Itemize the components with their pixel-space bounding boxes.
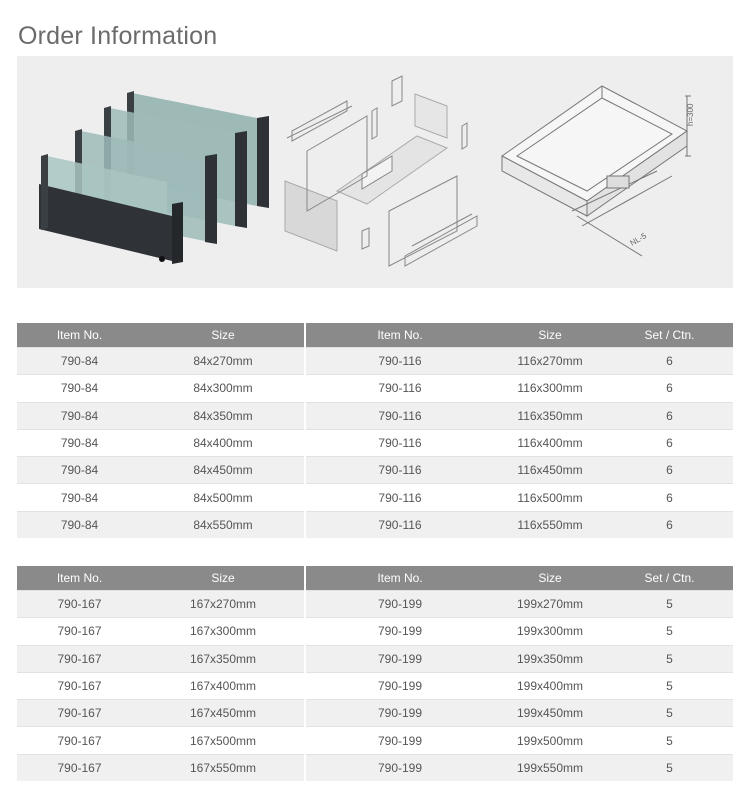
item-no-cell: 790-167 — [17, 645, 142, 672]
table-row — [17, 429, 733, 456]
item-no-cell: 790-199 — [305, 700, 494, 727]
table-row — [17, 348, 733, 375]
table-row — [17, 591, 733, 618]
size-cell: 199x550mm — [494, 754, 606, 781]
size-cell: 199x450mm — [494, 700, 606, 727]
item-no-cell: 790-199 — [305, 591, 494, 618]
size-cell: 84x500mm — [142, 484, 305, 511]
item-no-cell: 790-167 — [17, 591, 142, 618]
item-no-cell: 790-84 — [17, 511, 142, 538]
item-no-cell: 790-199 — [305, 727, 494, 754]
col-header-size: Size — [142, 566, 305, 591]
size-cell: 116x270mm — [494, 348, 606, 375]
item-no-cell: 790-116 — [305, 402, 494, 429]
size-cell: 84x450mm — [142, 457, 305, 484]
set-ctn-cell: 6 — [606, 375, 733, 402]
item-no-cell: 790-116 — [305, 429, 494, 456]
item-no-cell: 790-199 — [305, 672, 494, 699]
set-ctn-cell: 5 — [606, 591, 733, 618]
col-header-size: Size — [494, 323, 606, 348]
size-cell: 84x300mm — [142, 375, 305, 402]
item-no-cell: 790-116 — [305, 484, 494, 511]
order-table-1 — [17, 323, 733, 538]
size-cell: 84x400mm — [142, 429, 305, 456]
table-row — [17, 672, 733, 699]
height-dimension-label: h=300 — [686, 103, 695, 126]
col-header-item-no: Item No. — [17, 323, 142, 348]
size-cell: 116x550mm — [494, 511, 606, 538]
item-no-cell: 790-84 — [17, 484, 142, 511]
set-ctn-cell: 6 — [606, 402, 733, 429]
size-cell: 199x400mm — [494, 672, 606, 699]
set-ctn-cell: 6 — [606, 484, 733, 511]
size-cell: 199x300mm — [494, 618, 606, 645]
col-header-item-no: Item No. — [305, 566, 494, 591]
size-cell: 167x300mm — [142, 618, 305, 645]
col-header-set-ctn: Set / Ctn. — [606, 566, 733, 591]
table-header-row — [17, 323, 733, 348]
item-no-cell: 790-116 — [305, 511, 494, 538]
size-cell: 84x550mm — [142, 511, 305, 538]
col-header-size: Size — [142, 323, 305, 348]
size-cell: 116x400mm — [494, 429, 606, 456]
set-ctn-cell: 5 — [606, 645, 733, 672]
page-title: Order Information — [18, 22, 218, 50]
item-no-cell: 790-84 — [17, 348, 142, 375]
set-ctn-cell: 5 — [606, 727, 733, 754]
table-row — [17, 754, 733, 781]
item-no-cell: 790-199 — [305, 618, 494, 645]
item-no-cell: 790-84 — [17, 429, 142, 456]
size-cell: 167x450mm — [142, 700, 305, 727]
table-row — [17, 402, 733, 429]
size-cell: 84x270mm — [142, 348, 305, 375]
item-no-cell: 790-167 — [17, 700, 142, 727]
set-ctn-cell: 6 — [606, 457, 733, 484]
set-ctn-cell: 5 — [606, 672, 733, 699]
item-no-cell: 790-167 — [17, 727, 142, 754]
table-row — [17, 484, 733, 511]
set-ctn-cell: 6 — [606, 511, 733, 538]
item-no-cell: 790-116 — [305, 457, 494, 484]
table-row — [17, 511, 733, 538]
table-row — [17, 700, 733, 727]
size-cell: 199x500mm — [494, 727, 606, 754]
table-row — [17, 457, 733, 484]
table-row — [17, 645, 733, 672]
exploded-view-drawing — [285, 76, 477, 266]
product-banner — [17, 56, 733, 288]
size-cell: 167x500mm — [142, 727, 305, 754]
item-no-cell: 790-167 — [17, 672, 142, 699]
col-header-item-no: Item No. — [305, 323, 494, 348]
item-no-cell: 790-84 — [17, 402, 142, 429]
size-cell: 167x550mm — [142, 754, 305, 781]
size-cell: 167x400mm — [142, 672, 305, 699]
item-no-cell: 790-84 — [17, 375, 142, 402]
set-ctn-cell: 5 — [606, 754, 733, 781]
col-header-item-no: Item No. — [17, 566, 142, 591]
size-cell: 167x270mm — [142, 591, 305, 618]
table-row — [17, 618, 733, 645]
drawer-product-photo — [39, 91, 269, 264]
set-ctn-cell: 5 — [606, 618, 733, 645]
item-no-cell: 790-199 — [305, 645, 494, 672]
table-header-row — [17, 566, 733, 591]
length-dimension-label: NL-5 — [628, 231, 649, 248]
size-cell: 167x350mm — [142, 645, 305, 672]
set-ctn-cell: 6 — [606, 348, 733, 375]
item-no-cell: 790-167 — [17, 618, 142, 645]
col-header-size: Size — [494, 566, 606, 591]
item-no-cell: 790-116 — [305, 348, 494, 375]
item-no-cell: 790-199 — [305, 754, 494, 781]
col-header-set-ctn: Set / Ctn. — [606, 323, 733, 348]
size-cell: 116x350mm — [494, 402, 606, 429]
set-ctn-cell: 5 — [606, 700, 733, 727]
size-cell: 199x350mm — [494, 645, 606, 672]
size-cell: 116x450mm — [494, 457, 606, 484]
item-no-cell: 790-167 — [17, 754, 142, 781]
assembled-line-drawing — [502, 86, 691, 256]
item-no-cell: 790-116 — [305, 375, 494, 402]
table-row — [17, 375, 733, 402]
size-cell: 84x350mm — [142, 402, 305, 429]
size-cell: 116x500mm — [494, 484, 606, 511]
size-cell: 199x270mm — [494, 591, 606, 618]
set-ctn-cell: 6 — [606, 429, 733, 456]
item-no-cell: 790-84 — [17, 457, 142, 484]
size-cell: 116x300mm — [494, 375, 606, 402]
order-table-2 — [17, 566, 733, 781]
table-row — [17, 727, 733, 754]
